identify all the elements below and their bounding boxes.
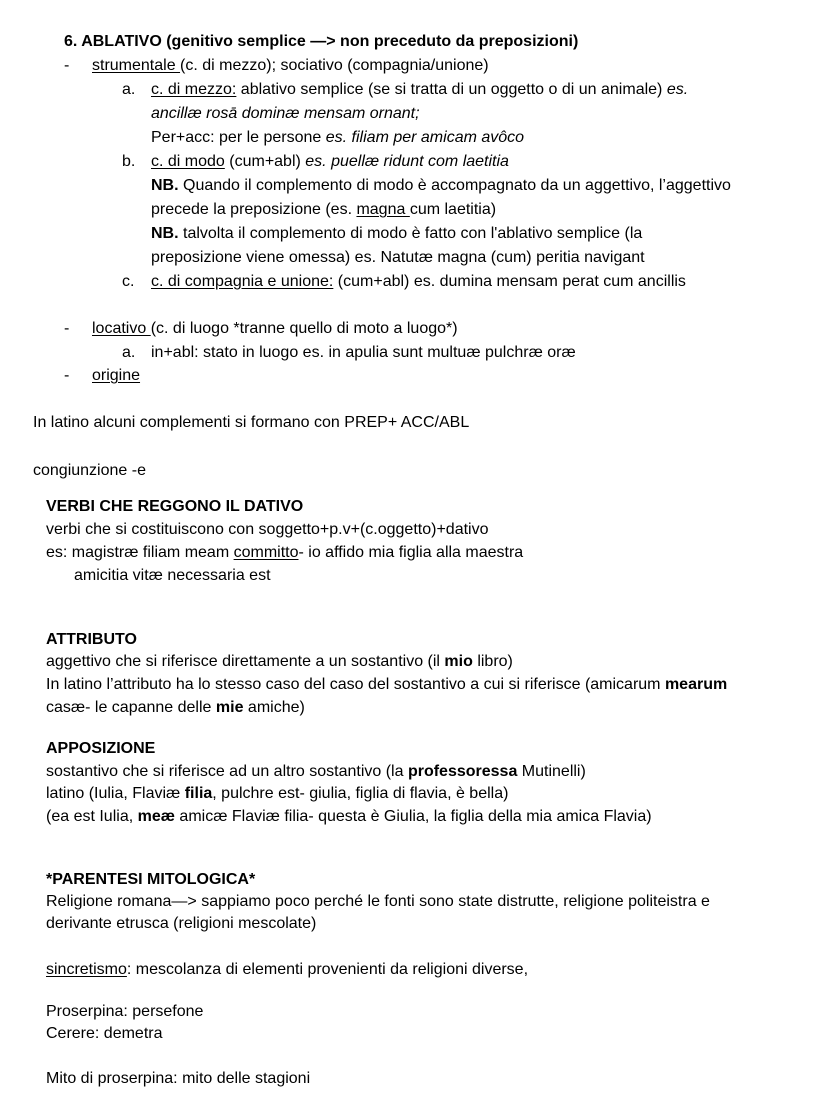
bullet-dash: - <box>64 57 70 74</box>
modo-term: c. di modo <box>151 153 225 170</box>
locativo-term: locativo <box>92 320 151 337</box>
list-marker-a: a. <box>122 344 136 361</box>
attributo-text: libro) <box>472 653 513 670</box>
nb1-text2c: cum laetitia) <box>409 201 497 218</box>
list-marker-b: b. <box>122 153 136 170</box>
mito-line2: derivante etrusca (religioni mescolate) <box>46 915 317 932</box>
mezzo-line <box>151 78 688 101</box>
latino-line: In latino alcuni complementi si formano con PREP+ ACC/ABL <box>33 414 470 431</box>
modo-example: es. puellæ ridunt com laetitia <box>305 153 509 170</box>
nb1-text2a: precede la preposizione (es. <box>151 201 357 218</box>
mito-line1: Religione romana—> sappiamo poco perché le fonti sono state distrutte, religione politeistra e <box>46 893 710 910</box>
sincretismo-line <box>46 958 528 981</box>
apposizione-bold: professoressa <box>407 763 518 780</box>
per-acc-example: es. filiam per amicam avôco <box>325 129 525 146</box>
sincretismo-term: sincretismo <box>46 961 127 978</box>
locativo-line <box>92 317 458 340</box>
list-marker-c: c. <box>122 273 135 290</box>
nb1-magna: magna <box>356 201 410 218</box>
apposizione-text: latino (Iulia, Flaviæ <box>46 785 185 802</box>
apposizione-text: sostantivo che si riferisce ad un altro sostantivo (la <box>46 763 408 780</box>
modo-line <box>151 150 509 173</box>
mezzo-term: c. di mezzo: <box>151 81 237 98</box>
nb1-line1 <box>151 174 731 197</box>
apposizione-text: (ea est Iulia, <box>46 808 138 825</box>
sincretismo-text: : mescolanza di elementi provenienti da religioni diverse, <box>126 961 529 978</box>
strumentale-rest: (c. di mezzo); sociativo (compagnia/unione) <box>180 57 489 74</box>
attributo-text: amiche) <box>243 699 305 716</box>
compagnia-text: (cum+abl) es. dumina mensam perat cum ancillis <box>333 273 686 290</box>
verbi-title: VERBI CHE REGGONO IL DATIVO <box>46 498 304 515</box>
nb2-line1 <box>151 222 642 245</box>
congiunzione-line: congiunzione -e <box>33 462 146 479</box>
attributo-text: casæ- le capanne delle <box>46 699 216 716</box>
apposizione-line3 <box>46 805 652 828</box>
apposizione-line1 <box>46 760 586 783</box>
apposizione-bold: filia <box>184 785 213 802</box>
strumentale-term: strumentale <box>92 57 181 74</box>
section-6-heading: 6. ABLATIVO (genitivo semplice —> non preceduto da preposizioni) <box>64 33 579 50</box>
apposizione-text: Mutinelli) <box>517 763 586 780</box>
verbi-line2-translation: - io affido mia figlia alla maestra <box>298 544 524 561</box>
verbi-line2-text: es: magistræ filiam meam <box>46 544 234 561</box>
compagnia-term: c. di compagnia e unione: <box>151 273 334 290</box>
cerere-line: Cerere: demetra <box>46 1025 163 1042</box>
apposizione-line2 <box>46 782 508 805</box>
attributo-bold: mie <box>215 699 244 716</box>
origine-term: origine <box>92 367 141 384</box>
nb2-line2: preposizione viene omessa) es. Natutæ magna (cum) peritia navigant <box>151 249 645 266</box>
locativo-a-text: in+abl: stato in luogo es. in apulia sunt multuæ pulchræ oræ <box>151 344 576 361</box>
nb2-text: talvolta il complemento di modo è fatto con l'ablativo semplice (la <box>178 225 643 242</box>
strumentale-line <box>92 54 489 77</box>
bullet-dash: - <box>64 320 70 337</box>
compagnia-line <box>151 270 686 293</box>
committo-term: committo <box>233 544 299 561</box>
per-acc-text: Per+acc: per le persone <box>151 129 326 146</box>
mezzo-text: ablativo semplice (se si tratta di un oggetto o di un animale) <box>236 81 667 98</box>
nb2-label: NB. <box>151 225 179 242</box>
nb1-line2 <box>151 198 496 221</box>
verbi-line3: amicitia vitæ necessaria est <box>74 567 271 584</box>
attributo-line1 <box>46 650 513 673</box>
attributo-text: In latino l’attributo ha lo stesso caso del caso del sostantivo a cui si riferisce (amicarum <box>46 676 665 693</box>
verbi-line2 <box>46 541 523 564</box>
list-marker-a: a. <box>122 81 136 98</box>
modo-text: (cum+abl) <box>224 153 306 170</box>
attributo-line3 <box>46 696 305 719</box>
mezzo-example: ancillæ rosā dominæ mensam ornant; <box>151 105 420 122</box>
verbi-line1: verbi che si costituiscono con soggetto+p.v+(c.oggetto)+dativo <box>46 521 489 538</box>
attributo-title: ATTRIBUTO <box>46 631 137 648</box>
attributo-text: aggettivo che si riferisce direttamente a un sostantivo (il <box>46 653 445 670</box>
apposizione-bold: meæ <box>137 808 175 825</box>
locativo-rest: (c. di luogo *tranne quello di moto a luogo*) <box>150 320 458 337</box>
attributo-line2 <box>46 673 727 696</box>
attributo-bold: mio <box>444 653 473 670</box>
nb1-label: NB. <box>151 177 179 194</box>
bullet-dash: - <box>64 367 70 384</box>
mezzo-es: es. <box>666 81 689 98</box>
attributo-bold: mearum <box>664 676 728 693</box>
apposizione-title: APPOSIZIONE <box>46 740 156 757</box>
apposizione-text: , pulchre est- giulia, figlia di flavia, è bella) <box>212 785 509 802</box>
mito-title: *PARENTESI MITOLOGICA* <box>46 871 256 888</box>
mito-stagioni-line: Mito di proserpina: mito delle stagioni <box>46 1070 311 1087</box>
nb1-text: Quando il complemento di modo è accompagnato da un aggettivo, l’aggettivo <box>178 177 731 194</box>
proserpina-line: Proserpina: persefone <box>46 1003 204 1020</box>
apposizione-text: amicæ Flaviæ filia- questa è Giulia, la figlia della mia amica Flavia) <box>174 808 652 825</box>
per-acc-line <box>151 126 524 149</box>
